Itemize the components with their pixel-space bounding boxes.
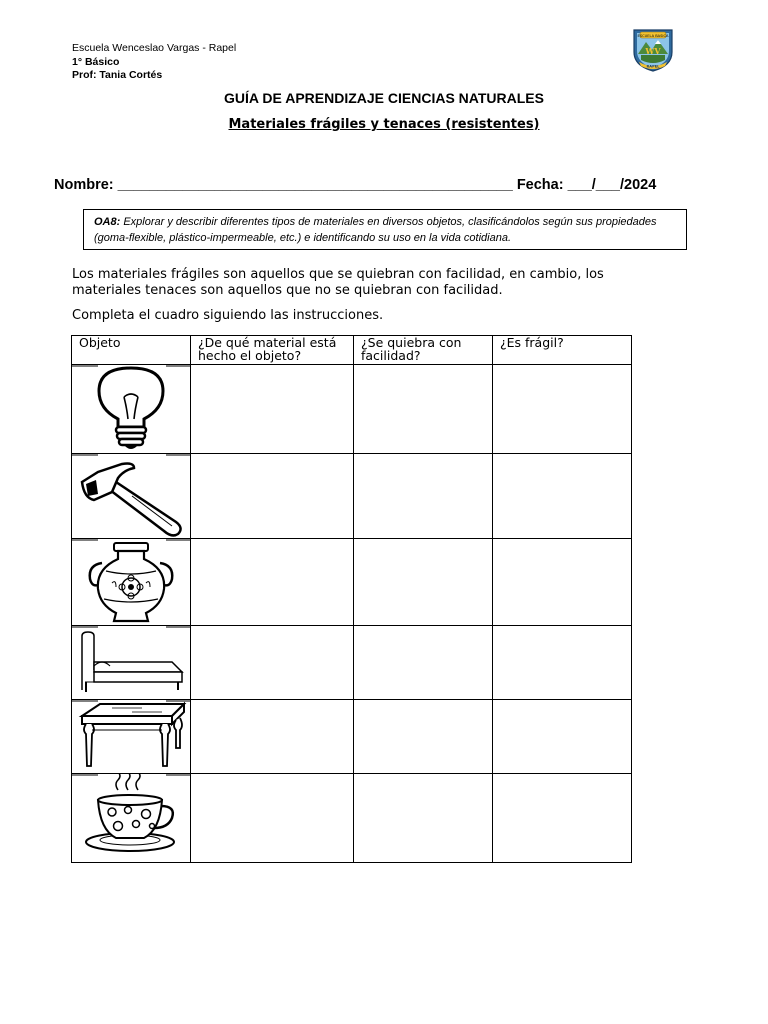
table-row	[72, 774, 632, 863]
material-answer-cell[interactable]	[191, 626, 354, 700]
fragile-answer-cell[interactable]	[493, 774, 632, 863]
header-fragile: ¿Es frágil?	[493, 336, 632, 365]
intro-paragraph: Los materiales frágiles son aquellos que se quiebran con facilidad, en cambio, los materiales tenaces son aquellos que no se quiebran con facilidad.	[72, 267, 604, 298]
table-icon	[72, 700, 190, 773]
table-header-row	[72, 336, 632, 365]
fragile-answer-cell[interactable]	[493, 700, 632, 774]
name-date-line: Nombre: _________________________________________________ Fecha: ___/___/2024	[54, 177, 657, 193]
teacher-label: Prof: Tania Cortés	[72, 69, 163, 81]
object-cell	[72, 454, 191, 539]
material-answer-cell[interactable]	[191, 539, 354, 626]
table-row	[72, 626, 632, 700]
object-cell	[72, 626, 191, 700]
object-cell	[72, 774, 191, 863]
material-answer-cell[interactable]	[191, 774, 354, 863]
object-cell	[72, 700, 191, 774]
light-bulb-icon	[72, 365, 190, 453]
objective-text: Explorar y describir diferentes tipos de materiales en diversos objetos, clasificándolos según sus propiedades (goma-flexible, plástico-impermeable, etc.) e identificando su uso en la vida cotidiana.	[94, 216, 657, 244]
header-material: ¿De qué material está hecho el objeto?	[191, 336, 354, 365]
material-answer-cell[interactable]	[191, 700, 354, 774]
grade-label: 1° Básico	[72, 55, 120, 68]
school-logo	[628, 24, 678, 72]
fragile-answer-cell[interactable]	[493, 365, 632, 454]
objective-code: OA8:	[94, 216, 121, 228]
page-subtitle: Materiales frágiles y tenaces (resistentes)	[228, 117, 540, 132]
material-answer-cell[interactable]	[191, 454, 354, 539]
object-cell	[72, 539, 191, 626]
table-row	[72, 454, 632, 539]
hammer-icon	[72, 454, 190, 538]
objective-box	[83, 209, 687, 250]
fragile-answer-cell[interactable]	[493, 539, 632, 626]
school-header	[72, 42, 236, 83]
breaks-answer-cell[interactable]	[354, 365, 493, 454]
object-cell	[72, 365, 191, 454]
breaks-answer-cell[interactable]	[354, 626, 493, 700]
table-row	[72, 539, 632, 626]
teacup-icon	[72, 774, 190, 862]
svg-text:WV: WV	[645, 46, 661, 56]
table-row	[72, 700, 632, 774]
fragile-answer-cell[interactable]	[493, 454, 632, 539]
svg-text:RAPEL: RAPEL	[646, 64, 660, 69]
breaks-answer-cell[interactable]	[354, 454, 493, 539]
table-row	[72, 365, 632, 454]
instruction-text: Completa el cuadro siguiendo las instrucciones.	[72, 308, 384, 323]
school-name: Escuela Wenceslao Vargas - Rapel	[72, 42, 237, 54]
vase-icon	[72, 539, 190, 625]
page-title: GUÍA DE APRENDIZAJE CIENCIAS NATURALES	[224, 90, 544, 106]
breaks-answer-cell[interactable]	[354, 774, 493, 863]
header-object: Objeto	[72, 336, 191, 365]
header-breaks: ¿Se quiebra con facilidad?	[354, 336, 493, 365]
breaks-answer-cell[interactable]	[354, 700, 493, 774]
svg-text:ESCUELA BASICA: ESCUELA BASICA	[637, 33, 669, 38]
material-answer-cell[interactable]	[191, 365, 354, 454]
breaks-answer-cell[interactable]	[354, 539, 493, 626]
bed-icon	[72, 626, 190, 699]
worksheet-table	[71, 335, 632, 863]
fragile-answer-cell[interactable]	[493, 626, 632, 700]
